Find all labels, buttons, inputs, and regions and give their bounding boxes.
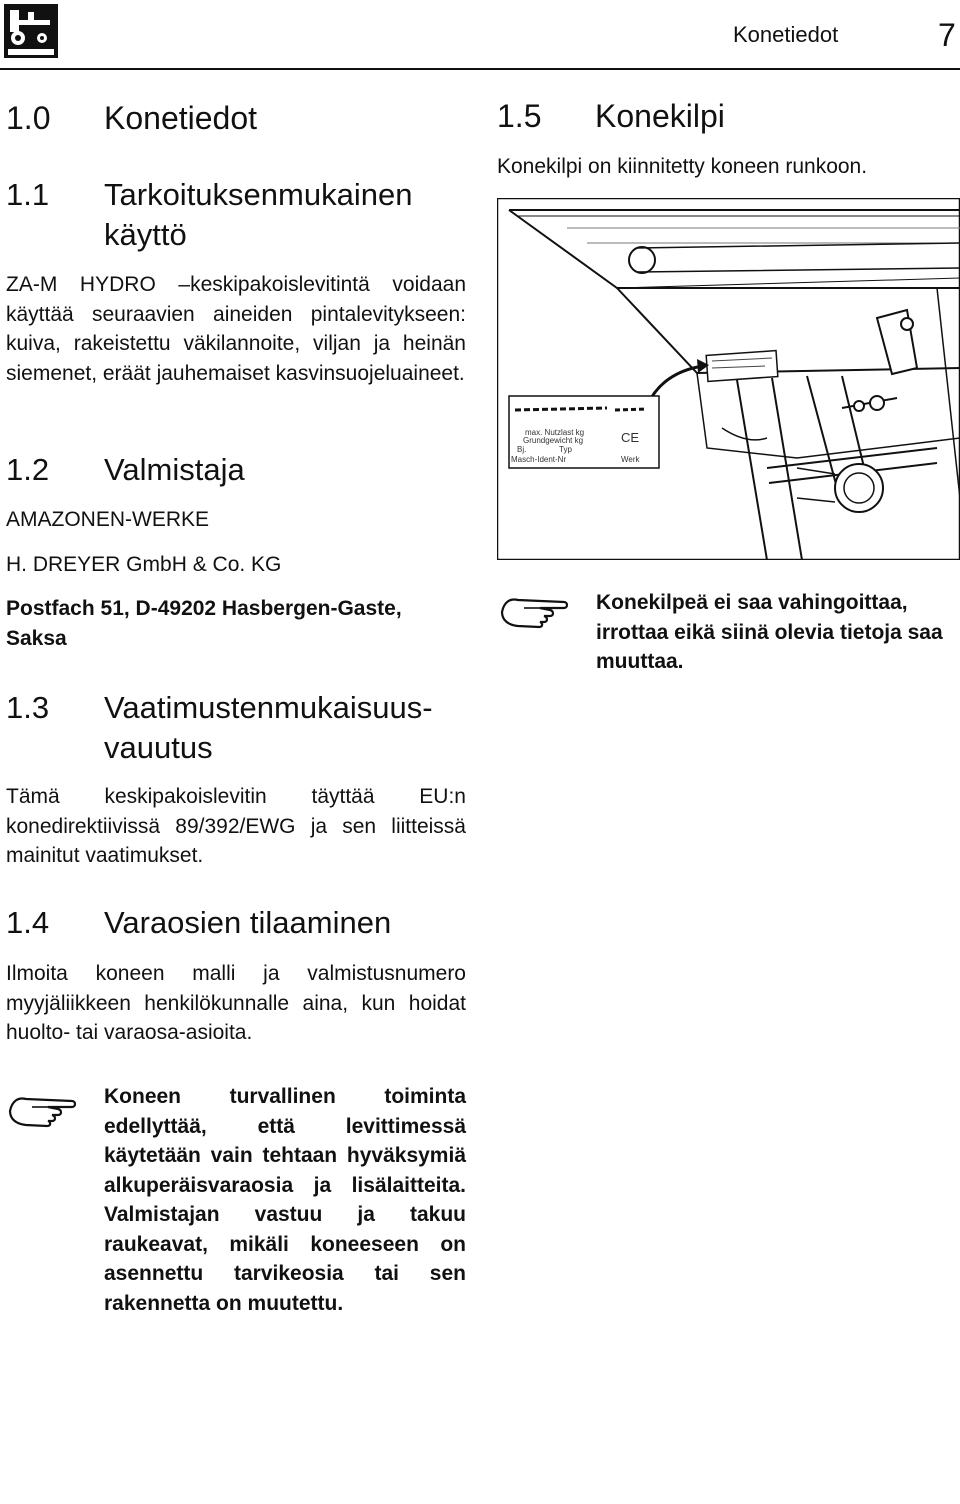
section-title: Konekilpi <box>595 98 725 134</box>
manufacturer-company: H. DREYER GmbH & Co. KG <box>6 553 282 576</box>
manufacturer-address-line2: Saksa <box>6 627 67 650</box>
section-1-1-body: ZA-M HYDRO –keskipakoislevitintä voidaan käyttää seuraavien aineiden pintalevitykseen: kuiva, rakeistettu väkilannoite, viljan ja heinän siemenet, eräät jauhemaiset kasvinsuojeluaineet. <box>6 273 466 385</box>
section-number: 1.2 <box>6 452 50 487</box>
section-number: 1.0 <box>6 100 51 136</box>
plate-weight-label: Grundgewicht kg <box>523 436 584 445</box>
section-number: 1.5 <box>497 98 542 134</box>
section-1-4-body: Ilmoita koneen malli ja valmistusnumero myyjäliikkeen henkilökunnalle aina, kun hoidat huolto- tai varaosa-asioita. <box>6 962 466 1044</box>
section-title: Valmistaja <box>104 452 245 487</box>
section-title: Konetiedot <box>104 100 258 136</box>
section-1-4-heading <box>6 903 391 943</box>
section-number: 1.1 <box>6 177 50 212</box>
section-title-line1: Vaatimustenmukaisuus- <box>104 690 433 725</box>
ce-mark: CE <box>621 430 640 445</box>
left-note-text: Koneen turvallinen toiminta edellyttää, että levittimessä käytetään vain tehtaan hyväksymiä alkuperäisvaraosia ja lisälaitteita. Valmistajan vastuu ja takuu raukeavat, mikäli koneeseen on asennettu tarvikeosia tai sen rakennetta on muutettu. <box>104 1085 466 1315</box>
section-1-2-heading <box>6 450 245 490</box>
plate-payload-label: max. Nutzlast kg <box>525 428 585 437</box>
section-title: Varaosien tilaaminen <box>104 905 392 940</box>
section-title-line1: Tarkoituksenmukainen <box>104 177 413 212</box>
plate-ident-label: Masch-Ident-Nr <box>511 455 567 464</box>
plate-year-label: Bj. <box>517 445 527 454</box>
pointing-hand-icon <box>500 594 570 630</box>
section-1-3-heading <box>6 688 476 768</box>
pointing-hand-icon <box>8 1093 78 1129</box>
manufacturer-name: AMAZONEN-WERKE <box>6 508 210 531</box>
machine-illustration <box>497 198 960 560</box>
section-1-5-body: Konekilpi on kiinnitetty koneen runkoon. <box>497 155 868 178</box>
section-1-5-heading <box>497 96 725 136</box>
section-number: 1.3 <box>6 690 50 725</box>
section-number: 1.4 <box>6 905 50 940</box>
amazone-logo <box>4 4 58 58</box>
section-title-line2: käyttö <box>104 217 187 252</box>
section-1-3-body: Tämä keskipakoislevitin täyttää EU:n konedirektiivissä 89/392/EWG ja sen liitteissä mainitut vaatimukset. <box>6 785 466 867</box>
right-note-text: Konekilpeä ei saa vahingoittaa, irrottaa eikä siinä olevia tietoja saa muuttaa. <box>596 591 943 673</box>
manufacturer-address-line1: Postfach 51, D-49202 Hasbergen-Gaste, <box>6 597 402 620</box>
section-1-0-heading <box>6 98 257 138</box>
page-number: 7 <box>938 17 956 53</box>
header-rule <box>0 68 960 70</box>
plate-type-label: Typ <box>559 445 572 454</box>
plate-werk-label: Werk <box>621 455 640 464</box>
header-title: Konetiedot <box>733 22 839 47</box>
section-1-1-heading <box>6 175 476 255</box>
section-title-line2: vauutus <box>104 730 213 765</box>
